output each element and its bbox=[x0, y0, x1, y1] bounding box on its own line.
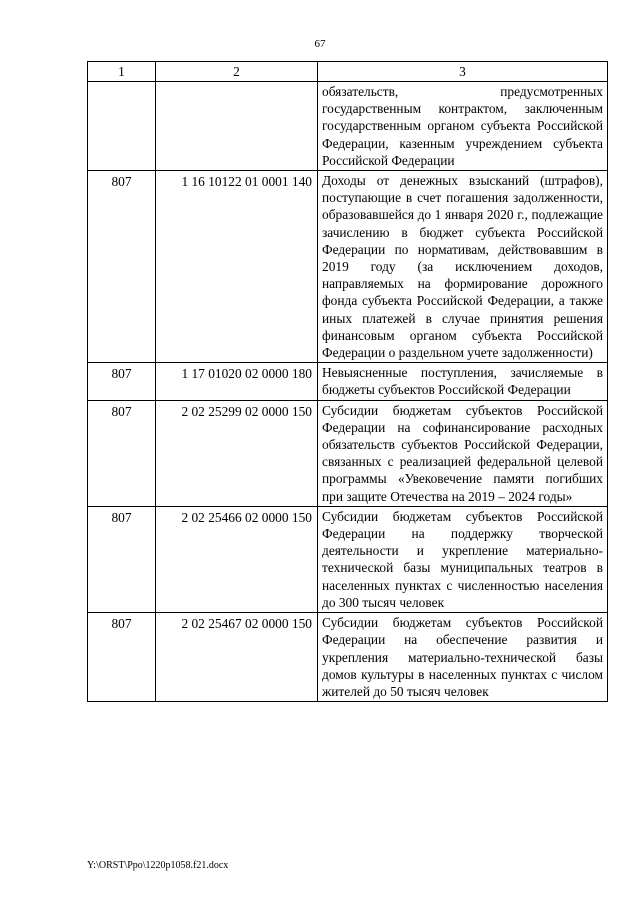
table-header-row bbox=[88, 62, 608, 82]
admin-code-cell: 807 bbox=[88, 400, 156, 506]
description-cell: обязательств, предусмотренных государственным контрактом, заключенным государственным органом субъекта Российской Федерации, казенным учреждением субъекта Российской Федерации bbox=[318, 82, 608, 171]
description-cell: Субсидии бюджетам субъектов Российской Федерации на обеспечение развития и укрепления материально-технической базы домов культуры в населенных пунктах с числом жителей до 50 тысяч человек bbox=[318, 613, 608, 702]
description-cell: Субсидии бюджетам субъектов Российской Федерации на софинансирование расходных обязательств субъектов Российской Федерации, связанных с реализацией федеральной целевой программы «Увековечение памяти погибших при защите Отечества на 2019 – 2024 годы» bbox=[318, 400, 608, 506]
admin-code-cell: 807 bbox=[88, 363, 156, 400]
admin-code-cell: 807 bbox=[88, 506, 156, 612]
kbk-code-cell bbox=[156, 82, 318, 171]
kbk-code-cell: 1 17 01020 02 0000 180 bbox=[156, 363, 318, 400]
table-row bbox=[88, 400, 608, 506]
description-cell: Доходы от денежных взысканий (штрафов), поступающие в счет погашения задолженности, образовавшейся до 1 января 2020 г., подлежащие зачислению в бюджет субъекта Российской Федерации по нормативам, действовавшим в 2019 году (за исключением доходов, направляемых на формирование дорожного фонда субъекта Российской Федерации, а также иных платежей в случае принятия решения финансовым органом субъекта Российской Федерации о раздельном учете задолженности) bbox=[318, 171, 608, 363]
footer-file-path: Y:\ORST\Ppo\1220p1058.f21.docx bbox=[87, 860, 229, 871]
header-col-3: 3 bbox=[318, 62, 608, 82]
table-row bbox=[88, 613, 608, 702]
header-col-2: 2 bbox=[156, 62, 318, 82]
table-row bbox=[88, 171, 608, 363]
kbk-code-cell: 2 02 25467 02 0000 150 bbox=[156, 613, 318, 702]
admin-code-cell bbox=[88, 82, 156, 171]
admin-code-cell: 807 bbox=[88, 171, 156, 363]
table-row bbox=[88, 506, 608, 612]
kbk-code-cell: 1 16 10122 01 0001 140 bbox=[156, 171, 318, 363]
page-number: 67 bbox=[314, 38, 326, 50]
kbk-code-cell: 2 02 25299 02 0000 150 bbox=[156, 400, 318, 506]
admin-code-cell: 807 bbox=[88, 613, 156, 702]
revenue-codes-table bbox=[87, 61, 608, 702]
table-row bbox=[88, 363, 608, 400]
description-cell: Невыясненные поступления, зачисляемые в бюджеты субъектов Российской Федерации bbox=[318, 363, 608, 400]
description-cell: Субсидии бюджетам субъектов Российской Федерации на поддержку творческой деятельности и укрепление материально-технической базы муниципальных театров в населенных пунктах с численностью населения до 300 тысяч человек bbox=[318, 506, 608, 612]
kbk-code-cell: 2 02 25466 02 0000 150 bbox=[156, 506, 318, 612]
table-row bbox=[88, 82, 608, 171]
header-col-1: 1 bbox=[88, 62, 156, 82]
